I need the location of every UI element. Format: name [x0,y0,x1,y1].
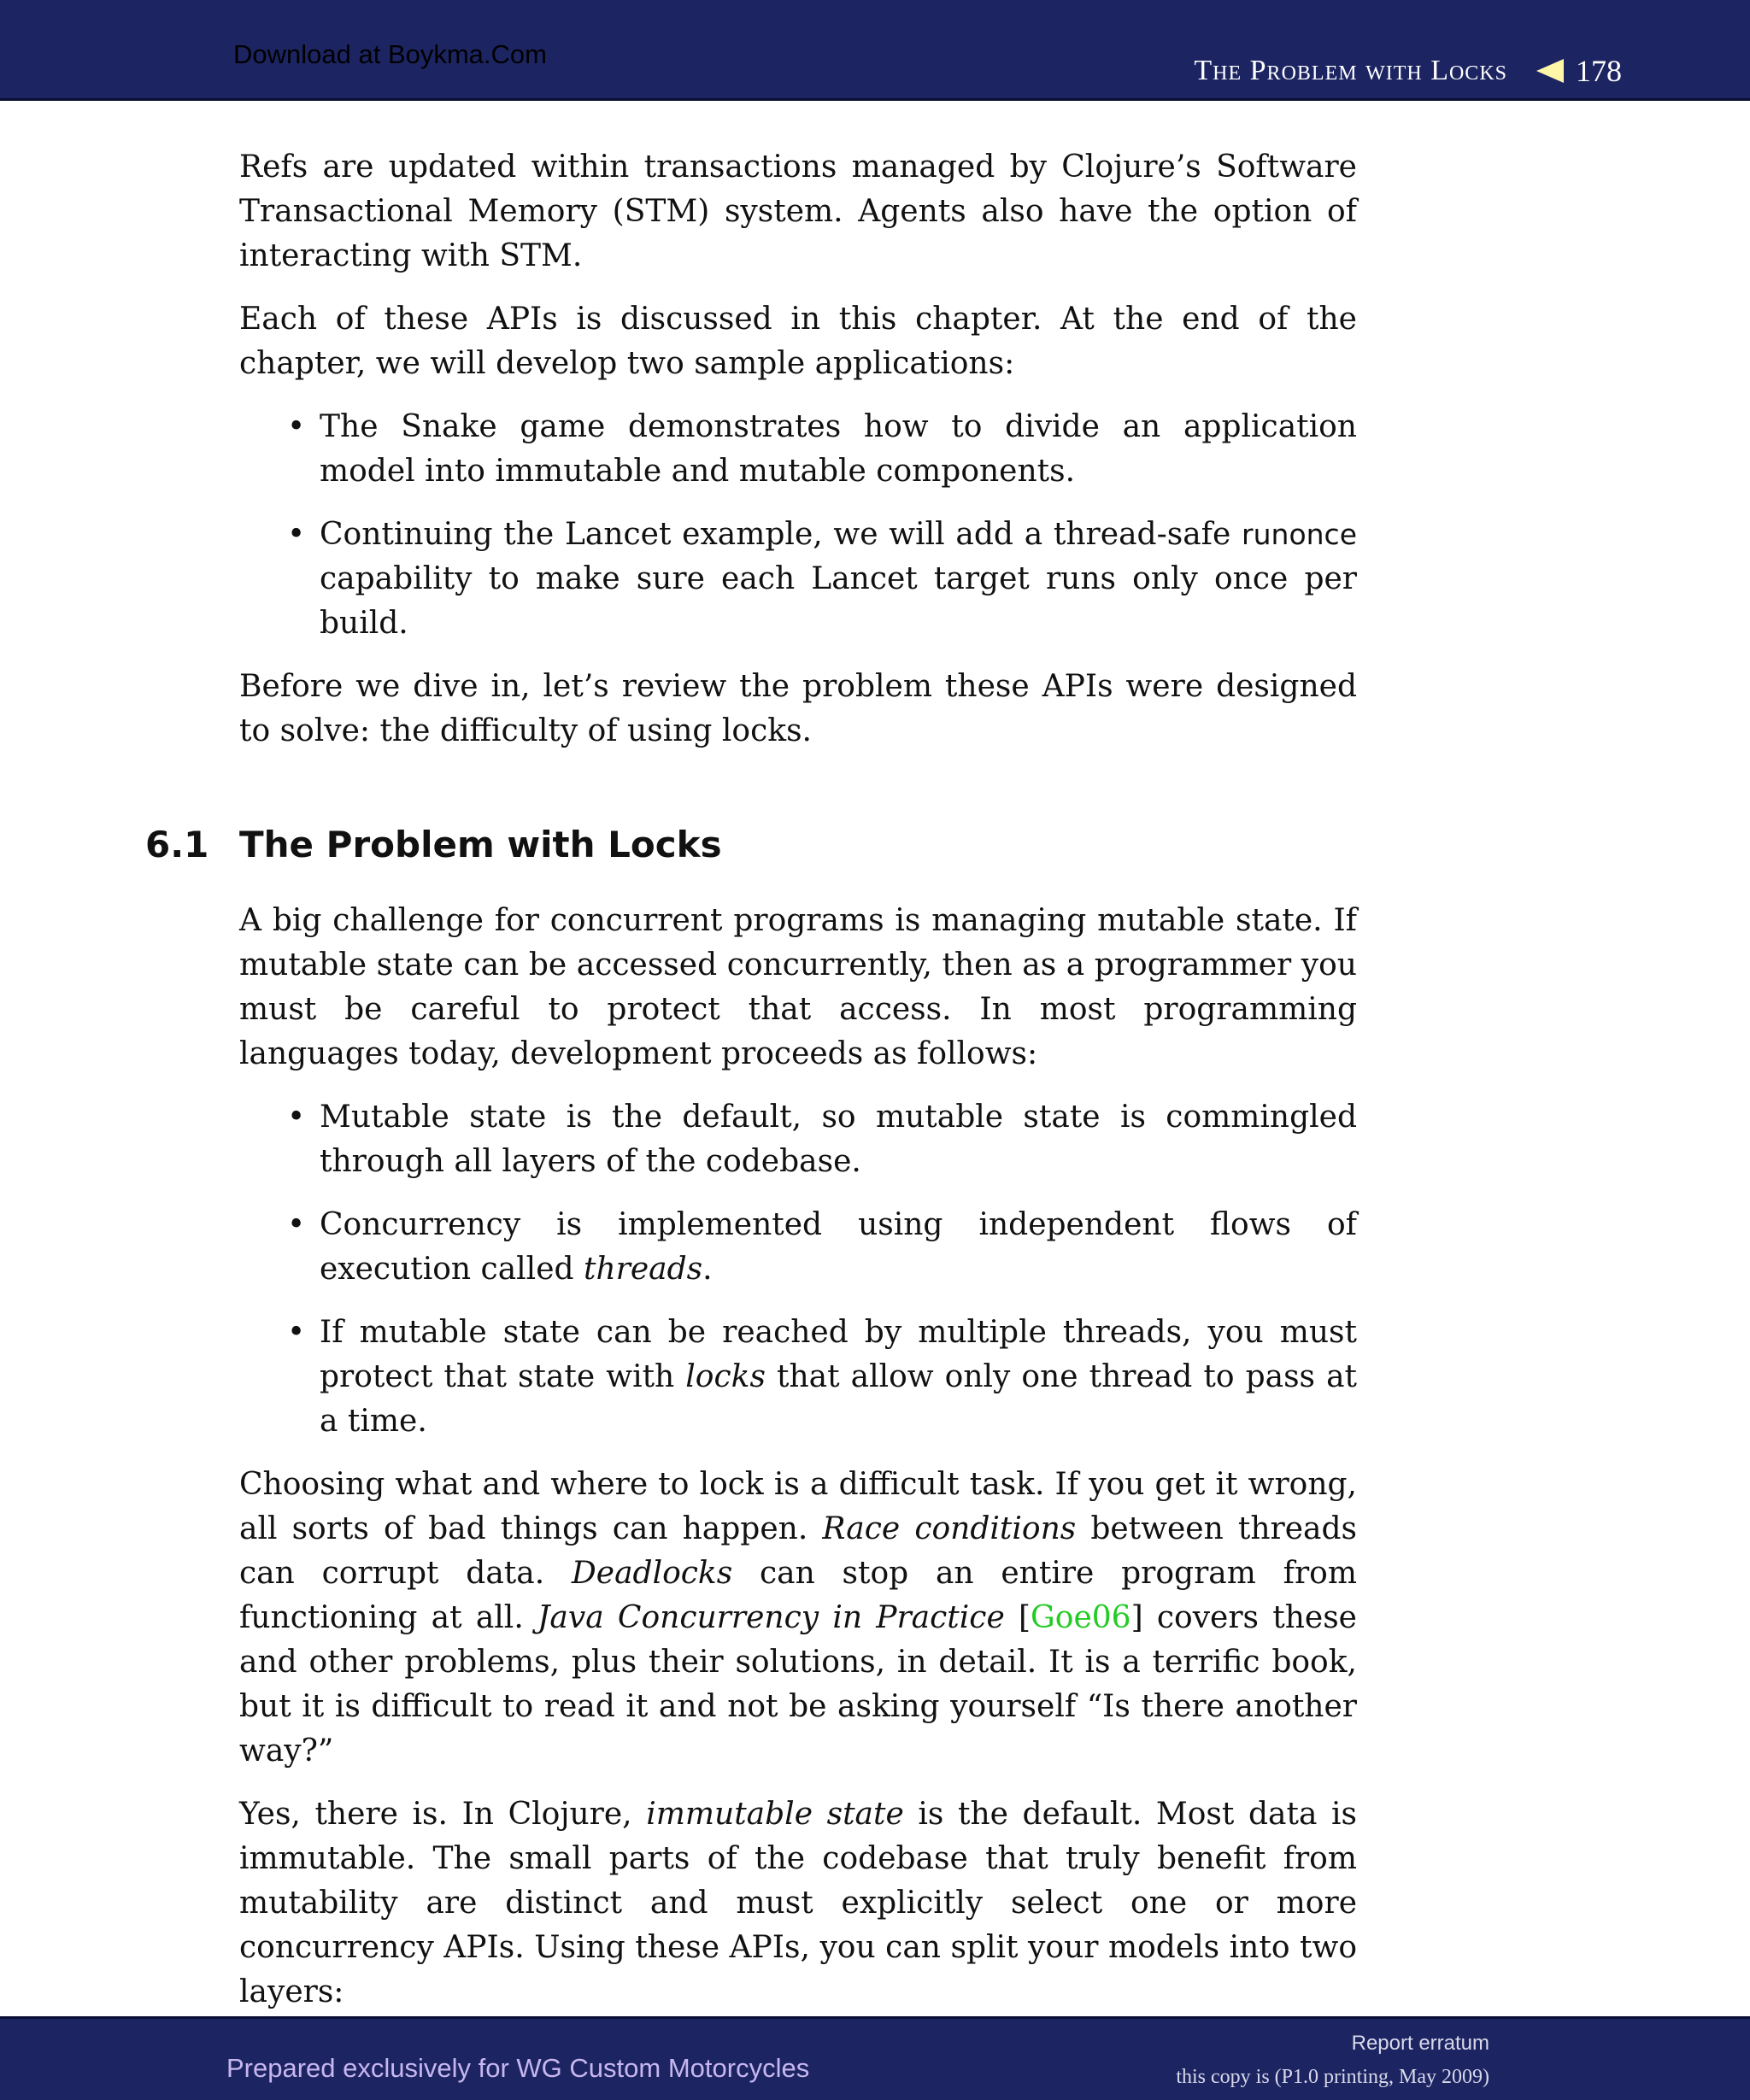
running-head [1194,53,1622,89]
emphasis-deadlocks: Deadlocks [571,1556,733,1591]
book-title: Java Concurrency in Practice [537,1600,1005,1635]
running-title: The Problem with Locks [1194,55,1507,86]
section-number: 6.1 [145,824,209,865]
list-item-text: If mutable state can be reached by multiple threads, you must protect that state with [320,1315,1357,1394]
list-item [287,1203,1357,1292]
section-paragraph-1: A big challenge for concurrent programs is managing mutable state. If mutable state can be accessed concurrently, then as a programmer you must be careful to protect that access. In most programming languages today, development proceeds as follows: [239,903,1357,1071]
section-paragraph-3 [239,1792,1357,2015]
intro-paragraph-2: Each of these APIs is discussed in this chapter. At the end of the chapter, we will develop two sample applications: [239,302,1357,381]
list-item-text: that allow only one thread to pass at a time. [320,1359,1358,1439]
list-item [287,1095,1357,1184]
citation-link[interactable]: Goe06 [1031,1600,1131,1635]
prepared-for-note: Prepared exclusively for WG Custom Motorcycles [226,2053,810,2083]
page-footer [0,2016,1750,2100]
bullet-icon: • [287,1207,306,1242]
previous-page-arrow-icon[interactable] [1536,59,1564,83]
list-item-text: Continuing the Lancet example, we will add a thread-safe [320,517,1242,552]
bullet-icon: • [287,409,306,444]
list-item-text: . [702,1252,713,1287]
list-item [287,1311,1358,1444]
section-paragraph-2 [239,1463,1357,1774]
list-item [287,513,1357,646]
download-note: Download at Boykma.Com [233,39,547,69]
text-run: between threads can corrupt data. [239,1511,1358,1591]
emphasis-race-conditions: Race conditions [822,1511,1077,1546]
text-run: Choosing what and where to lock is a difficult task. If you get it wrong, all sorts of bad things can happen. [239,1467,1357,1546]
section-heading [145,824,722,865]
list-item [287,405,1357,494]
report-erratum-link[interactable]: Report erratum [1351,2032,1489,2055]
page-number: 178 [1576,54,1622,88]
section-title: The Problem with Locks [239,824,722,865]
emphasis-threads: threads [584,1252,703,1287]
text-run: is the default. Most data is immutable. The small parts of the codebase that truly benefit from mutability are distinct and must explicitly select one or more concurrency APIs. Using these APIs, you can split your models into two layers: [239,1797,1357,2009]
text-run: can stop an entire program from functioning at all. [239,1556,1357,1635]
bullet-icon: • [287,1315,306,1350]
intro-paragraph-3: Before we dive in, let’s review the problem these APIs were designed to solve: the difficulty of using locks. [239,669,1357,748]
development-steps-list [239,1095,1357,1444]
list-item-text: Concurrency is implemented using independent flows of execution called [320,1207,1357,1287]
list-item-text: The Snake game demonstrates how to divide an application model into immutable and mutable components. [320,409,1357,489]
text-run: ] covers these and other problems, plus their solutions, in detail. It is a terrific book, but it is difficult to read it and not be asking yourself “Is there another way?” [239,1600,1357,1769]
page-header [0,0,1750,101]
intro-content [239,145,1357,772]
sample-applications-list [239,405,1357,646]
bullet-icon: • [287,517,306,552]
emphasis-locks: locks [685,1359,766,1394]
text-run: Yes, there is. In Clojure, [239,1797,647,1832]
text-run: [ [1004,1600,1031,1635]
section-content [239,899,1357,2033]
code-runonce: runonce [1242,518,1357,551]
bullet-icon: • [287,1100,306,1135]
list-item-text: capability to make sure each Lancet target runs only once per build. [320,561,1357,641]
list-item-text: Mutable state is the default, so mutable state is commingled through all layers of the codebase. [320,1100,1357,1179]
copy-info: this copy is (P1.0 printing, May 2009) [1176,2066,1489,2088]
emphasis-immutable-state: immutable state [646,1797,904,1832]
intro-paragraph-1: Refs are updated within transactions managed by Clojure’s Software Transactional Memory (STM) system. Agents also have the option of interacting with STM. [239,150,1357,273]
